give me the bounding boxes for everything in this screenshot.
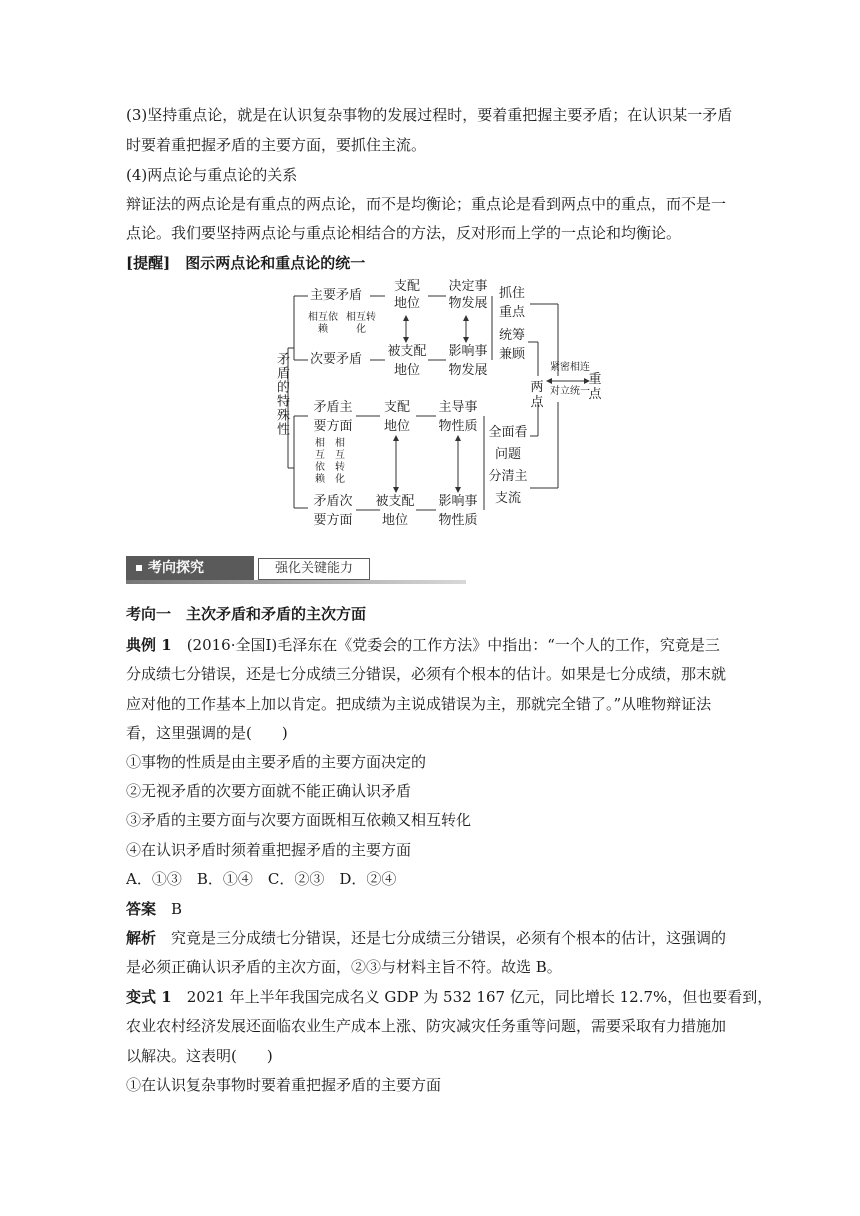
banner-title-text: 考向探究 — [148, 560, 204, 576]
unity-diagram — [270, 278, 600, 540]
grasp-key-label: 抓住重点 — [498, 286, 525, 320]
section-banner — [126, 556, 466, 584]
answer-value: B — [171, 900, 183, 918]
comprehensive-view-label: 全面看问题 — [488, 425, 528, 462]
option-1: ①事物的性质是由主要矛盾的主要方面决定的 — [126, 753, 427, 771]
square-bullet-icon — [136, 565, 142, 571]
dominated-position-label: 被支配地位 — [387, 344, 427, 378]
lead-nature-label: 主导事物性质 — [438, 400, 478, 434]
example-line: 分成绩七分错误，还是七分成绩三分错误，必须有个根本的估计。如果是七分成绩，那末就 — [126, 665, 727, 683]
secondary-aspect-label: 矛盾次要方面 — [313, 494, 353, 528]
analysis-label: 解析 — [126, 929, 157, 947]
two-points-label: 两点 — [530, 380, 544, 410]
example-line: 应对他的工作基本上加以肯定。把成绩为主说成错误为主，那就完全错了。”从唯物辩证法 — [126, 695, 712, 713]
affect-nature-label: 影响事物性质 — [438, 494, 478, 528]
affect-development-label: 影响事物发展 — [448, 344, 488, 378]
example-text: (2016·全国Ⅰ)毛泽东在《党委会的工作方法》中指出：“一个人的工作，究竟是三 — [186, 636, 720, 654]
section-heading: 考向一 主次矛盾和矛盾的主次方面 — [126, 605, 367, 623]
option-3: ③矛盾的主要方面与次要方面既相互依赖又相互转化 — [126, 811, 472, 829]
analysis-text: 究竟是三分成绩七分错误，还是七分成绩三分错误，必须有个根本的估计，这强调的 — [171, 929, 727, 947]
dominated-position-label-2: 被支配地位 — [375, 494, 415, 528]
special-contradiction-label: 矛盾的特殊性 — [274, 352, 289, 436]
variant-option-1: ①在认识复杂事物时要着重把握矛盾的主要方面 — [126, 1076, 442, 1094]
variant-text: 2021 年上半年我国完成名义 GDP 为 532 167 亿元，同比增长 12.7%，但也要看到， — [186, 988, 773, 1006]
variant-line: 农业农村经济发展还面临农业生产成本上涨、防灾减灾任务重等问题，需要采取有力措施加 — [126, 1017, 727, 1035]
variant-label: 变式 1 — [126, 988, 172, 1006]
answer-line — [126, 899, 738, 919]
close-link-label: 紧密相连 — [550, 362, 590, 373]
mutual-transform-label: 相互转化 — [346, 312, 376, 335]
banner-title — [126, 556, 254, 580]
example-label: 典例 1 — [126, 636, 172, 654]
key-point-label: 重点 — [588, 372, 602, 402]
main-aspect-label: 矛盾主要方面 — [313, 400, 353, 434]
tip-heading: [提醒] 图示两点论和重点论的统一 — [126, 254, 366, 272]
determine-development-label: 决定事物发展 — [448, 279, 488, 311]
mutual-dependence-label-2: 相互依赖 — [315, 438, 325, 485]
analysis-line — [126, 928, 738, 948]
option-4: ④在认识矛盾时须着重把握矛盾的主要方面 — [126, 841, 412, 859]
mutual-dependence-label: 相互依赖 — [308, 312, 338, 335]
distinguish-mainstream-label: 分清主支流 — [488, 469, 528, 506]
example-line — [126, 635, 738, 655]
overall-planning-label: 统筹兼顾 — [498, 328, 525, 362]
mutual-transform-label-2: 相互转化 — [335, 438, 345, 485]
main-contradiction-label: 主要矛盾 — [310, 288, 363, 303]
dominant-position-label: 支配地位 — [393, 279, 420, 311]
answer-label: 答案 — [126, 900, 157, 918]
secondary-contradiction-label: 次要矛盾 — [310, 352, 363, 367]
choices: A．①③ B．①④ C．②③ D．②④ — [126, 870, 397, 888]
option-2: ②无视矛盾的次要方面就不能正确认识矛盾 — [126, 782, 412, 800]
paragraph-line: 时要着重把握矛盾的主要方面，要抓住主流。 — [126, 136, 427, 154]
paragraph-line: 点论。我们要坚持两点论与重点论相结合的方法，反对形而上学的一点论和均衡论。 — [126, 224, 682, 242]
banner-rule — [126, 580, 466, 584]
variant-line: 以解决。这表明( ) — [126, 1047, 273, 1065]
paragraph-line: 辩证法的两点论是有重点的两点论，而不是均衡论；重点论是看到两点中的重点，而不是一 — [126, 195, 727, 213]
paragraph-line: (3)坚持重点论，就是在认识复杂事物的发展过程时，要着重把握主要矛盾；在认识某一矛盾 — [126, 106, 733, 124]
opposite-unity-label: 对立统一 — [550, 386, 590, 397]
paragraph-heading: (4)两点论与重点论的关系 — [126, 166, 298, 184]
analysis-line: 是必须正确认识矛盾的主次方面，②③与材料主旨不符。故选 B。 — [126, 958, 562, 976]
variant-line — [126, 987, 773, 1007]
banner-subtitle: 强化关键能力 — [258, 558, 370, 580]
example-line: 看，这里强调的是( ) — [126, 724, 288, 742]
dominant-position-label-2: 支配地位 — [383, 400, 410, 434]
